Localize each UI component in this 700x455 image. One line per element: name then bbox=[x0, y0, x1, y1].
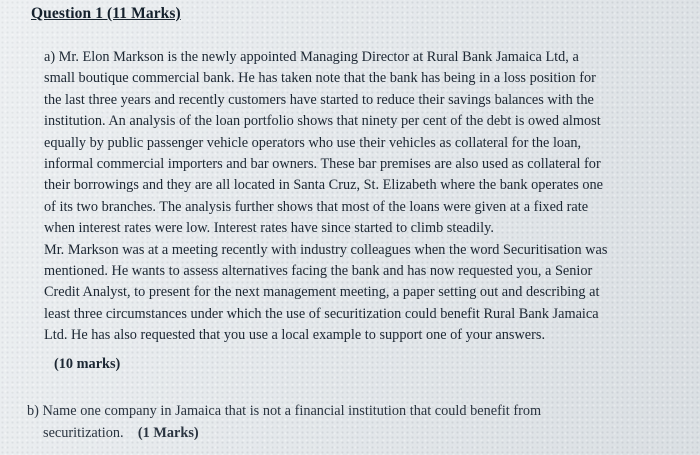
part-a-line: Credit Analyst, to present for the next management meeting, a paper setting out and describing at bbox=[44, 284, 600, 301]
part-a-line: small boutique commercial bank. He has taken note that the bank has being in a loss position for bbox=[44, 70, 596, 87]
part-a-line: Mr. Markson was at a meeting recently with industry colleagues when the word Securitisation was bbox=[44, 241, 608, 258]
part-a-line: a) Mr. Elon Markson is the newly appointed Managing Director at Rural Bank Jamaica Ltd, a bbox=[44, 49, 579, 65]
part-a-line: their borrowings and they are all located in Santa Cruz, St. Elizabeth where the bank operates one bbox=[44, 177, 603, 194]
part-b-line bbox=[27, 422, 541, 444]
part-b-text: securitization. bbox=[43, 425, 124, 441]
part-a-line: Ltd. He has also requested that you use a local example to support one of your answers. bbox=[44, 327, 546, 344]
part-a-paragraph bbox=[44, 47, 644, 347]
part-a-line: the last three years and recently customers have started to reduce their savings balances with the bbox=[44, 91, 594, 108]
part-b-paragraph bbox=[27, 400, 541, 444]
part-a-line: when interest rates were low. Interest rates have since started to climb steadily. bbox=[44, 220, 494, 237]
part-b-line: b) Name one company in Jamaica that is not a financial institution that could benefit from bbox=[27, 403, 542, 419]
part-a-marks: (10 marks) bbox=[54, 356, 121, 372]
part-a-line: of its two branches. The analysis further shows that most of the loans were given at a fixed rate bbox=[44, 198, 589, 215]
part-b-marks: (1 Marks) bbox=[137, 425, 199, 441]
part-a-line: institution. An analysis of the loan portfolio shows that ninety per cent of the debt is owed almost bbox=[44, 113, 601, 130]
part-a-line: least three circumstances under which the use of securitization could benefit Rural Bank Jamaica bbox=[44, 305, 599, 322]
part-a-line: informal commercial importers and bar owners. These bar premises are also used as collateral for bbox=[44, 156, 601, 173]
part-a-line: equally by public passenger vehicle operators who use their vehicles as collateral for the loan, bbox=[44, 134, 582, 151]
question-heading: Question 1 (11 Marks) bbox=[31, 5, 181, 22]
part-a-line: mentioned. He wants to assess alternatives facing the bank and has now requested you, a Senior bbox=[44, 263, 593, 280]
